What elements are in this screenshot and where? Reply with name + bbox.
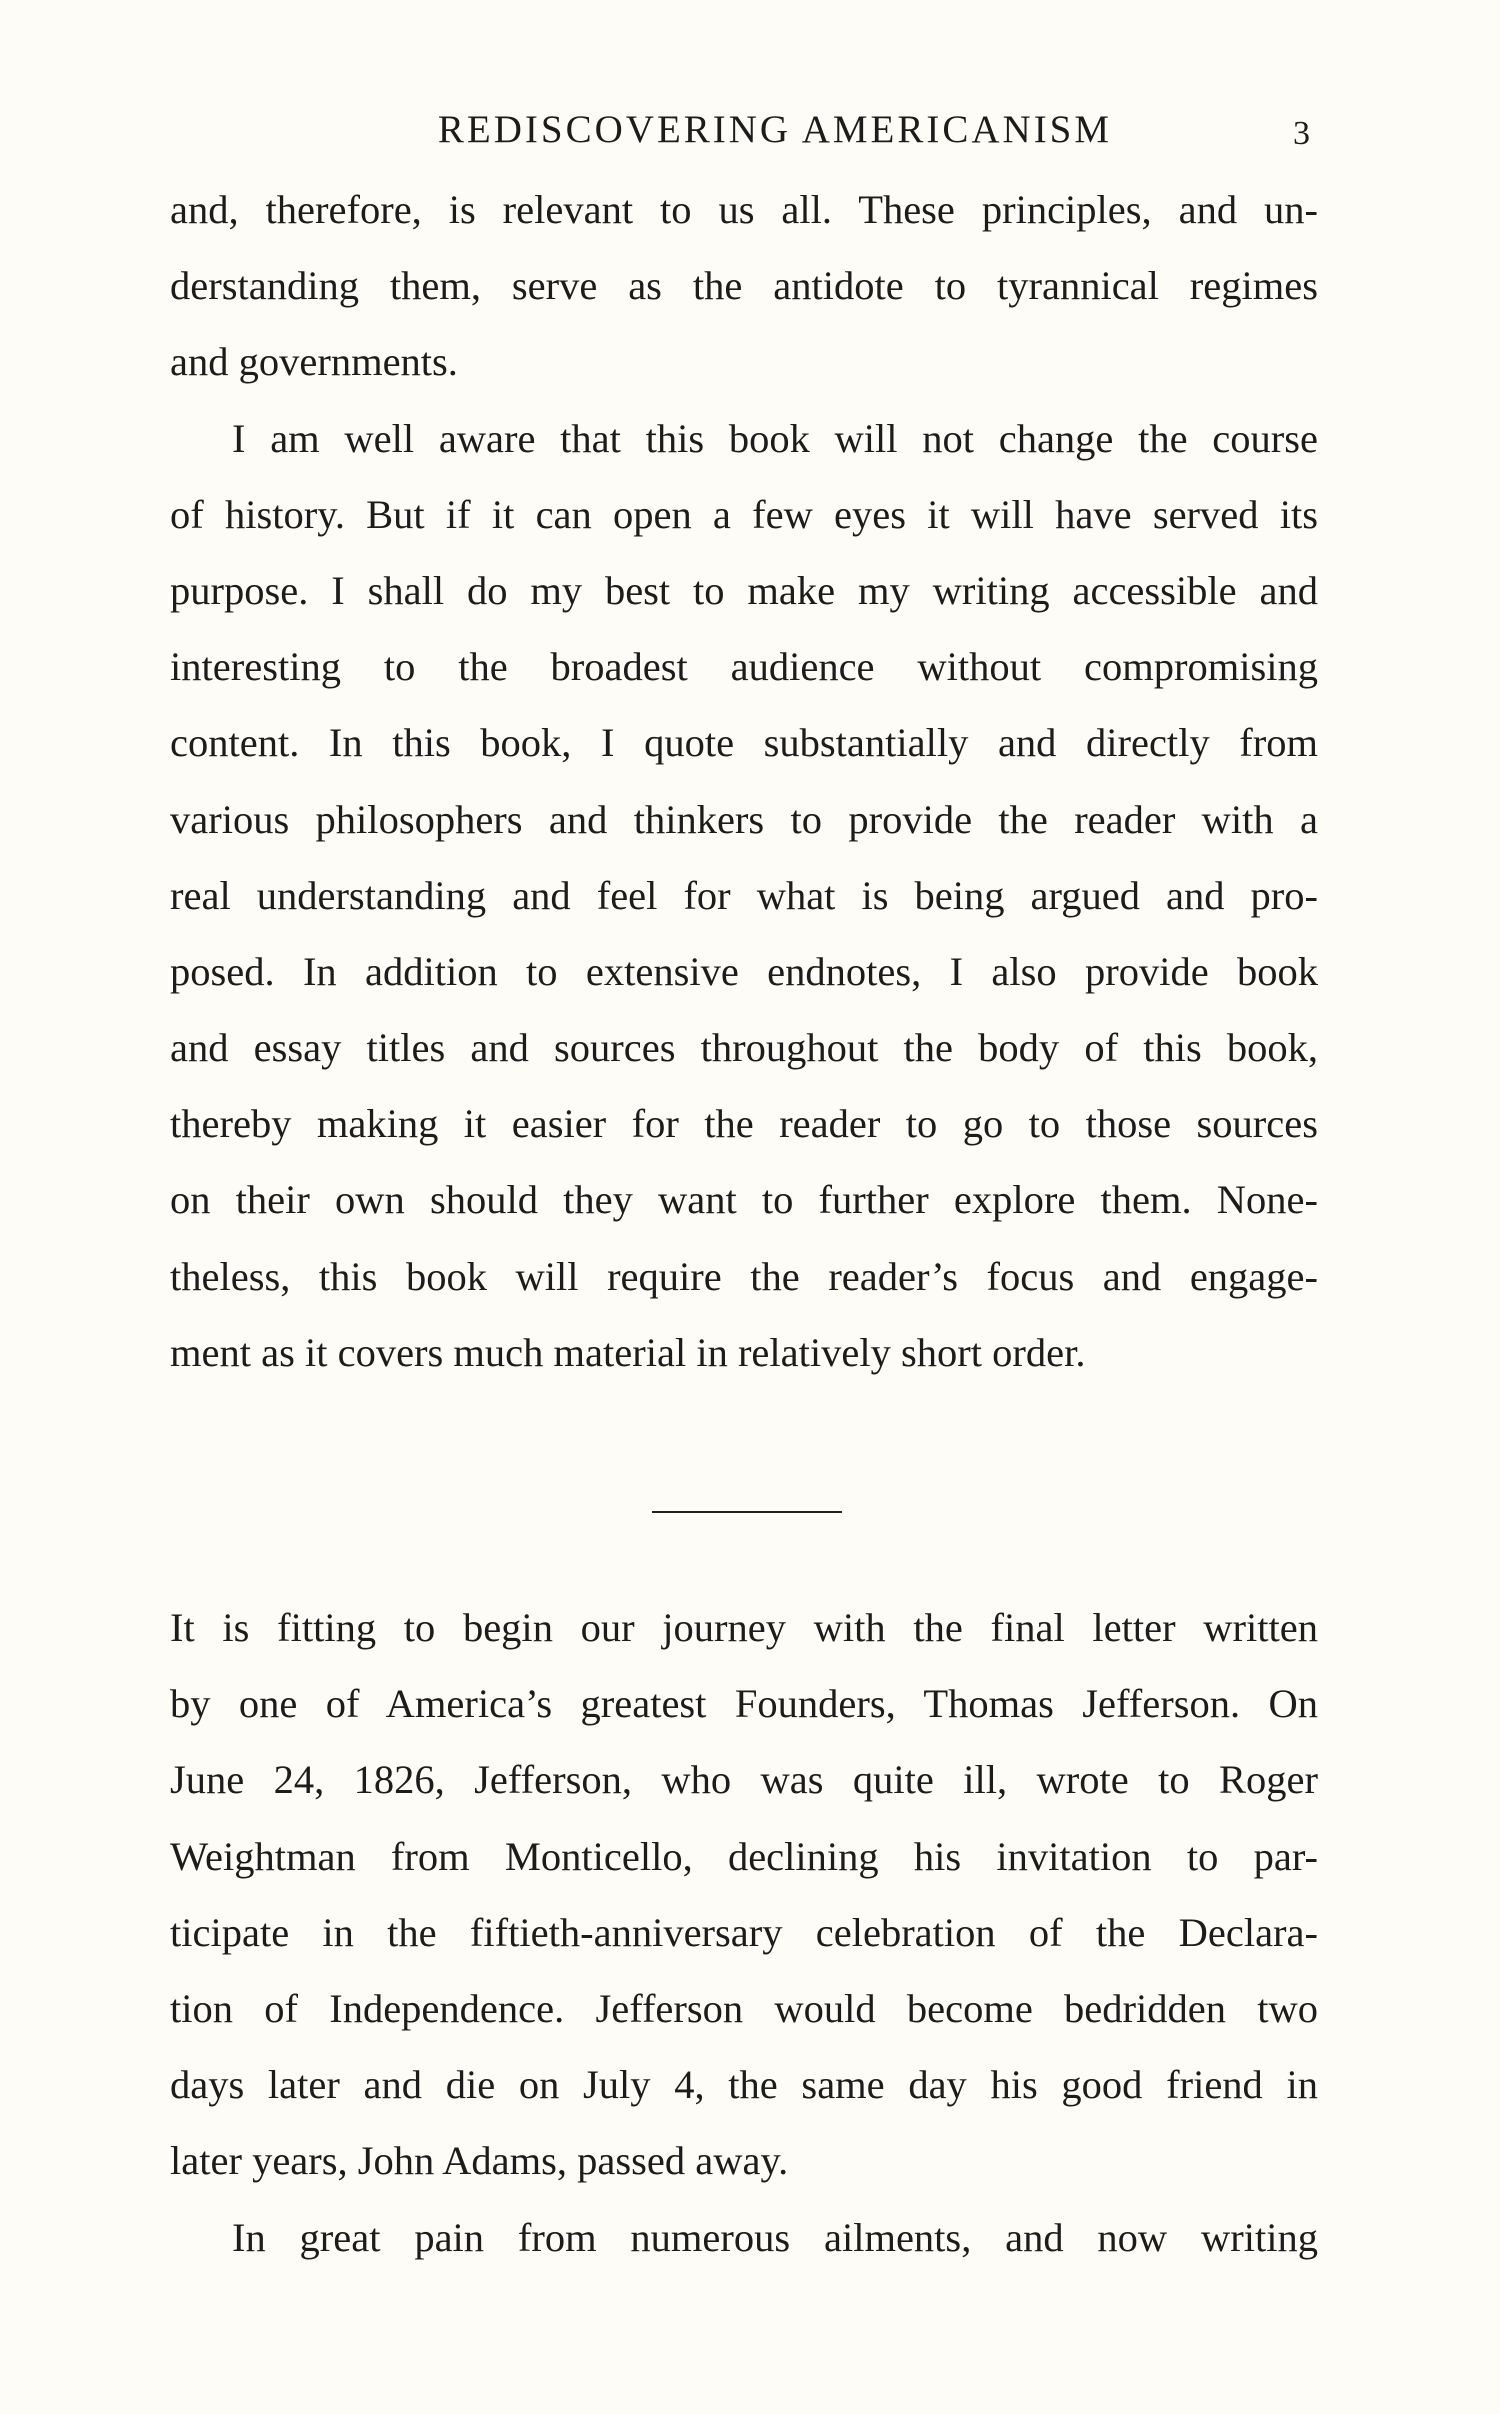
- text-line: by one of America’s greatest Founders, Thomas Jefferson. On: [170, 1681, 1318, 1727]
- running-head: [170, 100, 1320, 160]
- text-line: later years, John Adams, passed away.: [170, 2138, 789, 2184]
- text-line: I am well aware that this book will not change the course: [232, 415, 1318, 461]
- text-line: ment as it covers much material in relatively short order.: [170, 1329, 1086, 1375]
- text-line: content. In this book, I quote substantially and directly from: [170, 720, 1318, 766]
- text-line: June 24, 1826, Jefferson, who was quite ill, wrote to Roger: [170, 1757, 1318, 1803]
- text-line: tion of Independence. Jefferson would become bedridden two: [170, 1985, 1318, 2031]
- text-line: theless, this book will require the reader’s focus and engage-: [170, 1253, 1318, 1299]
- text-line: and governments.: [170, 339, 458, 385]
- body-text-section-2: [170, 1590, 1318, 2276]
- text-line: purpose. I shall do my best to make my writing accessible and: [170, 567, 1318, 613]
- body-text-section-1: [170, 172, 1318, 1391]
- running-title: REDISCOVERING AMERICANISM: [437, 108, 1113, 151]
- text-line: and, therefore, is relevant to us all. These principles, and un-: [170, 187, 1318, 232]
- text-line: derstanding them, serve as the antidote to tyrannical regimes: [170, 263, 1318, 309]
- text-line: Weightman from Monticello, declining his invitation to par-: [170, 1833, 1318, 1879]
- text-line: of history. But if it can open a few eyes it will have served its: [170, 491, 1318, 537]
- text-line: interesting to the broadest audience without compromising: [170, 644, 1318, 690]
- text-line: thereby making it easier for the reader to go to those sources: [170, 1101, 1318, 1147]
- text-line: ticipate in the fiftieth-anniversary celebration of the Declara-: [170, 1909, 1318, 1955]
- text-line: on their own should they want to further explore them. None-: [170, 1177, 1318, 1223]
- text-line: It is fitting to begin our journey with the final letter written: [170, 1605, 1318, 1650]
- text-line: posed. In addition to extensive endnotes, I also provide book: [170, 948, 1318, 994]
- page-number: 3: [1293, 115, 1310, 152]
- text-line: and essay titles and sources throughout the body of this book,: [170, 1025, 1318, 1071]
- section-divider: [652, 1511, 842, 1513]
- text-line: In great pain from numerous ailments, and now writing: [232, 2214, 1318, 2260]
- text-line: real understanding and feel for what is being argued and pro-: [170, 872, 1318, 918]
- text-line: days later and die on July 4, the same day his good friend in: [170, 2062, 1318, 2108]
- text-line: various philosophers and thinkers to provide the reader with a: [170, 796, 1318, 842]
